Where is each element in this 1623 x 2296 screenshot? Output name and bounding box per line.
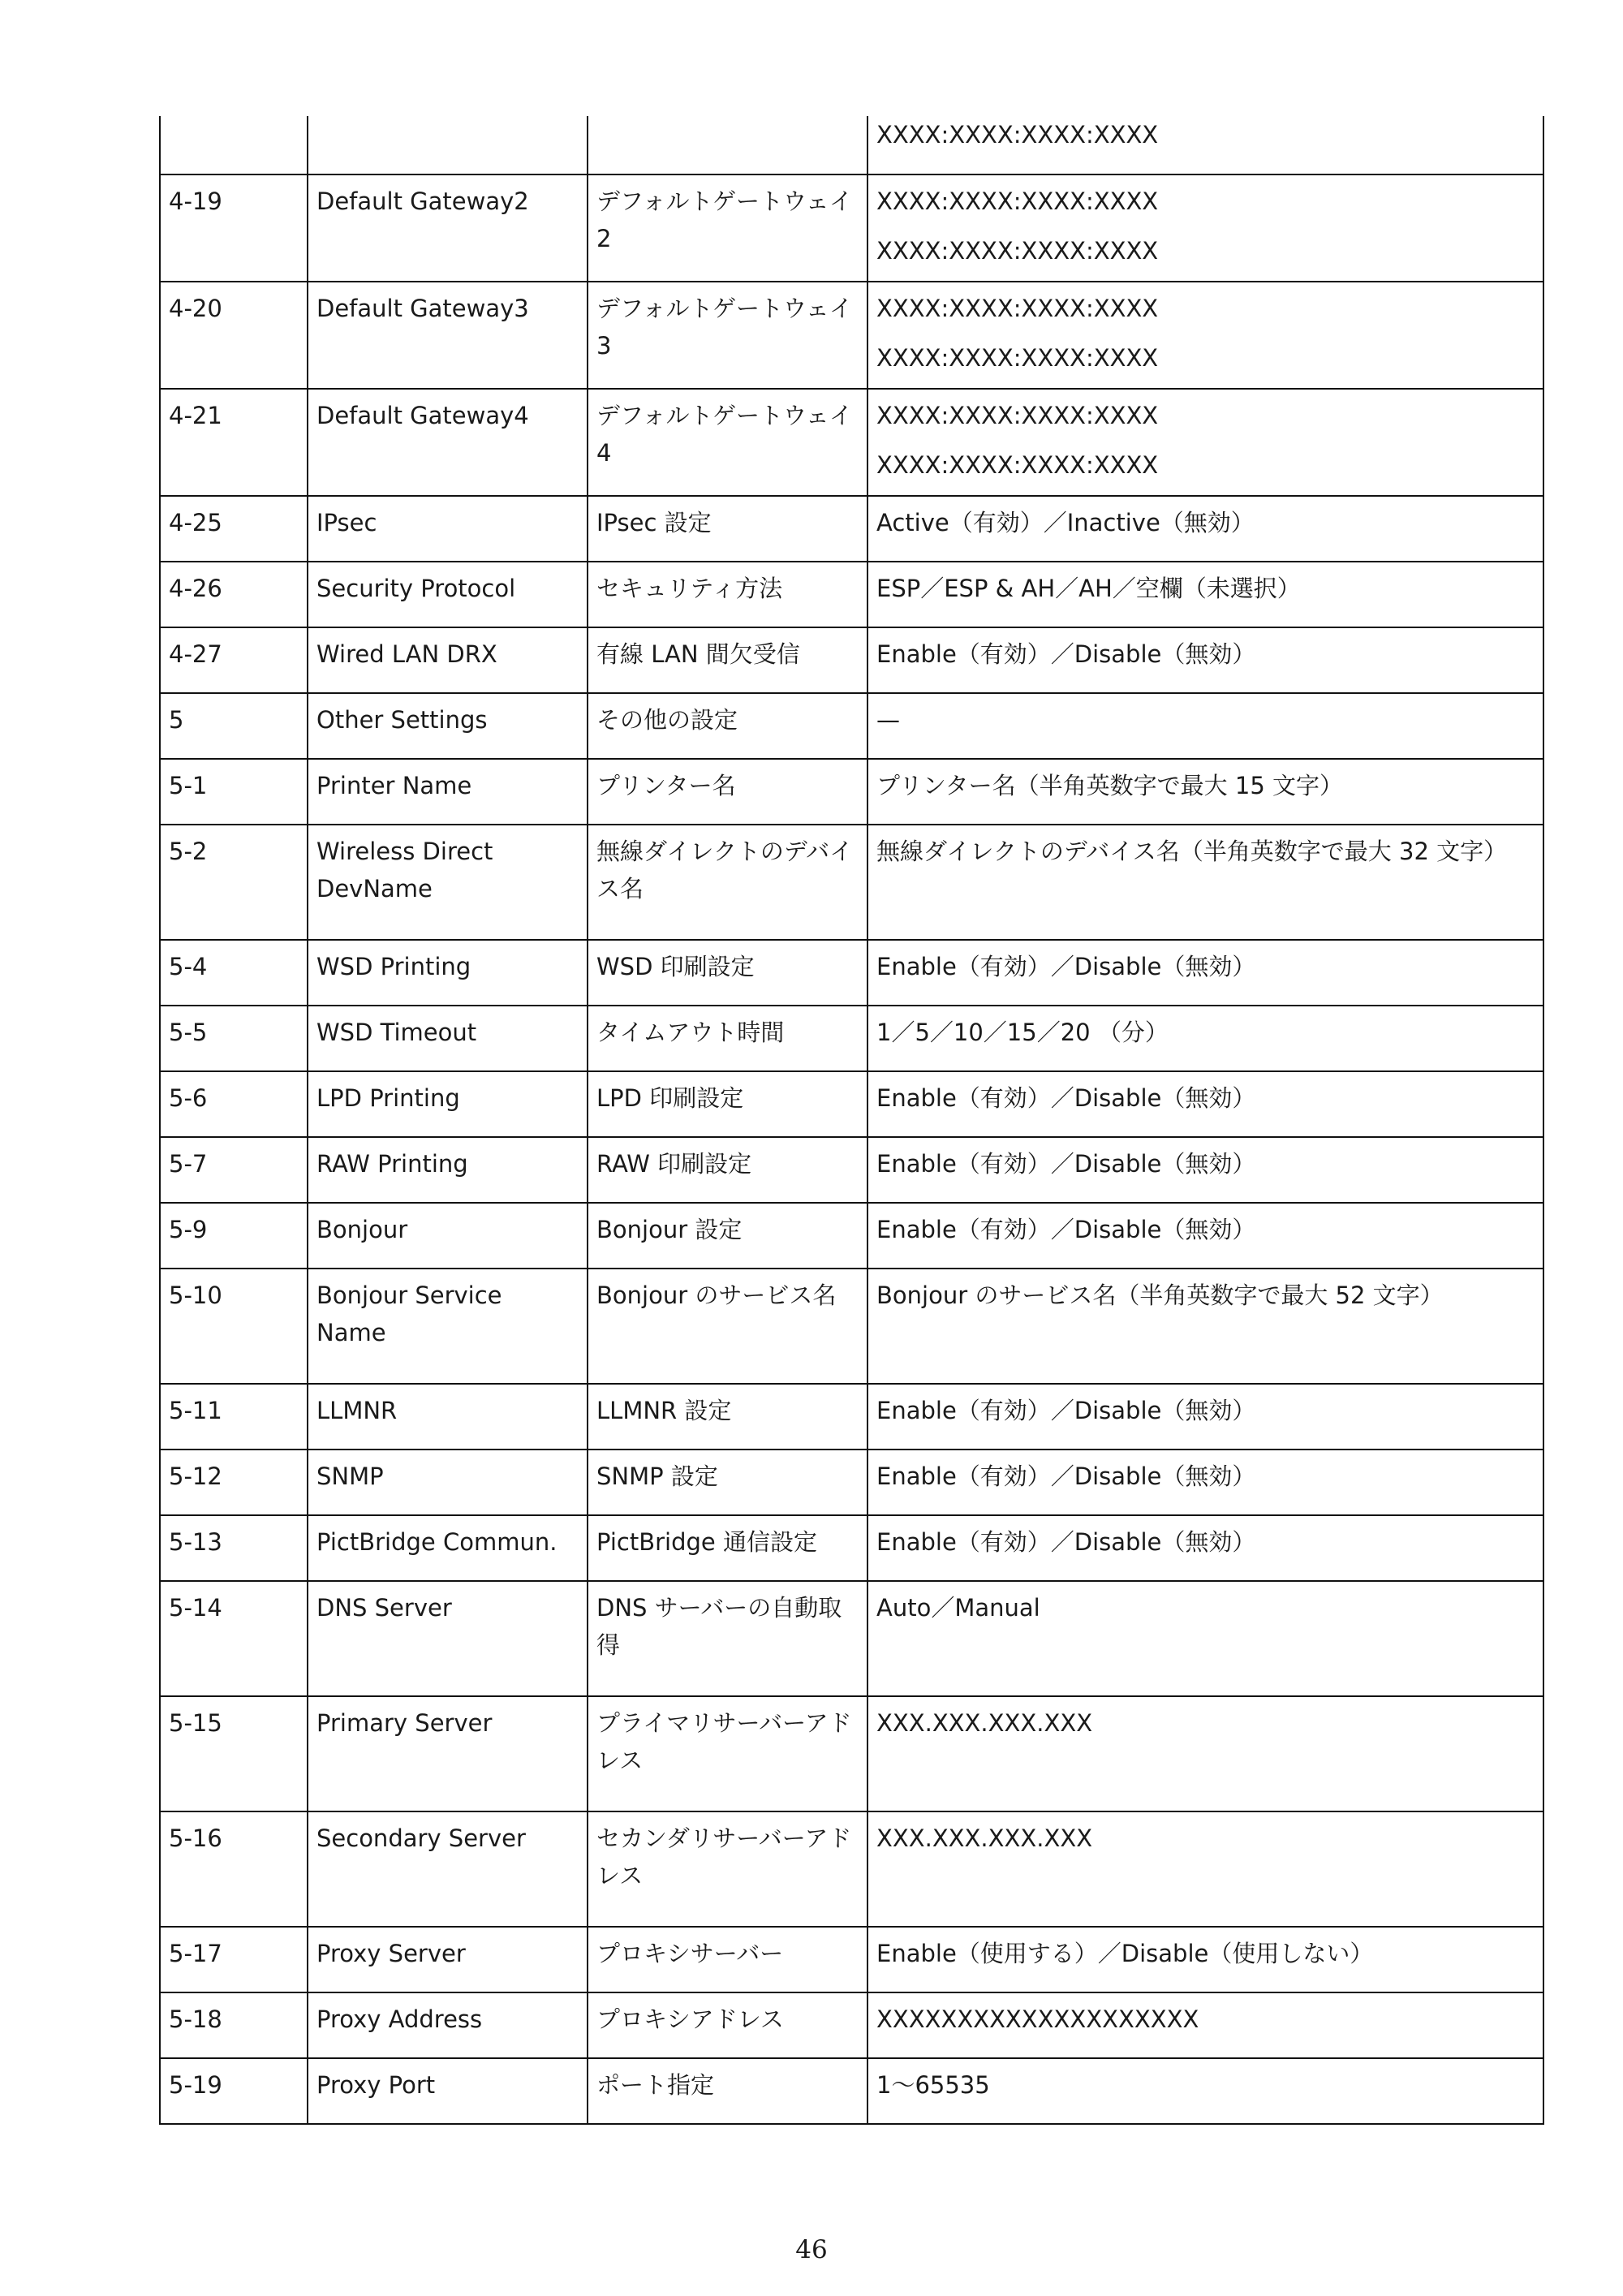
table-row [160,562,1543,627]
table-row [160,1450,1543,1515]
cell-english-name: Other Settings [308,693,588,759]
cell-english-name [308,116,588,174]
table-row [160,1269,1543,1384]
cell-english-name: Secondary Server [308,1811,588,1927]
value-line: XXXX:XXXX:XXXX:XXXX [876,237,1159,265]
settings-table-body [160,116,1543,2124]
table-row [160,1811,1543,1927]
table-row [160,1006,1543,1071]
cell-english-name: Default Gateway2 [308,174,588,282]
value-line: XXXXXXXXXXXXXXXXXXXX [876,2005,1199,2033]
cell-item-number: 5 [160,693,308,759]
cell-japanese-name: RAW 印刷設定 [588,1137,867,1203]
cell-japanese-name [588,116,867,174]
cell-value [867,562,1543,627]
cell-value [867,759,1543,825]
cell-japanese-name: SNMP 設定 [588,1450,867,1515]
cell-item-number: 4-21 [160,389,308,496]
cell-item-number [160,116,308,174]
table-row [160,1384,1543,1450]
value-line: XXXX:XXXX:XXXX:XXXX [876,451,1159,479]
cell-item-number: 5-15 [160,1696,308,1811]
value-line: 1～65535 [876,2071,990,2099]
cell-item-number: 4-27 [160,627,308,693]
cell-japanese-name: セカンダリサーバーアドレス [588,1811,867,1927]
cell-english-name: Wired LAN DRX [308,627,588,693]
cell-value [867,1927,1543,1992]
cell-english-name: Wireless Direct DevName [308,825,588,940]
cell-english-name: WSD Timeout [308,1006,588,1071]
cell-english-name: Security Protocol [308,562,588,627]
value-line: Active（有効）／Inactive（無効） [876,509,1255,536]
table-row [160,1515,1543,1581]
cell-value [867,1515,1543,1581]
value-line: XXX.XXX.XXX.XXX [876,1709,1093,1737]
table-row [160,1203,1543,1269]
table-row [160,693,1543,759]
cell-value [867,1269,1543,1384]
cell-item-number: 4-26 [160,562,308,627]
table-row [160,1696,1543,1811]
table-row [160,174,1543,282]
table-row-continuation [160,116,1543,174]
cell-english-name: Proxy Server [308,1927,588,1992]
cell-japanese-name: IPsec 設定 [588,496,867,562]
value-line: — [876,706,900,734]
cell-english-name: Default Gateway3 [308,282,588,389]
cell-japanese-name: デフォルトゲートウェイ 2 [588,174,867,282]
table-row [160,1992,1543,2058]
value-line: XXXX:XXXX:XXXX:XXXX [876,402,1159,429]
value-line: XXXX:XXXX:XXXX:XXXX [876,295,1159,322]
value-line: XXX.XXX.XXX.XXX [876,1824,1093,1852]
cell-item-number: 5-7 [160,1137,308,1203]
cell-value [867,1006,1543,1071]
table-row [160,1581,1543,1696]
cell-value [867,627,1543,693]
cell-item-number: 5-19 [160,2058,308,2124]
cell-value [867,1384,1543,1450]
table-row [160,2058,1543,2124]
table-row [160,389,1543,496]
cell-japanese-name: 有線 LAN 間欠受信 [588,627,867,693]
cell-english-name: WSD Printing [308,940,588,1006]
cell-japanese-name: デフォルトゲートウェイ 4 [588,389,867,496]
cell-japanese-name: デフォルトゲートウェイ 3 [588,282,867,389]
value-line: XXXX:XXXX:XXXX:XXXX [876,344,1159,372]
cell-value [867,389,1543,496]
cell-english-name: Bonjour [308,1203,588,1269]
cell-item-number: 5-2 [160,825,308,940]
value-line: ESP／ESP & AH／AH／空欄（未選択） [876,575,1301,602]
cell-english-name: LPD Printing [308,1071,588,1137]
cell-item-number: 5-1 [160,759,308,825]
cell-japanese-name: セキュリティ方法 [588,562,867,627]
page-number: 46 [795,2235,828,2264]
table-row [160,1927,1543,1992]
cell-value [867,1696,1543,1811]
cell-item-number: 5-18 [160,1992,308,2058]
value-line: Enable（有効）／Disable（無効） [876,1528,1256,1556]
value-line: Enable（有効）／Disable（無効） [876,640,1256,668]
cell-english-name: Printer Name [308,759,588,825]
cell-japanese-name: その他の設定 [588,693,867,759]
cell-japanese-name: Bonjour 設定 [588,1203,867,1269]
cell-item-number: 5-11 [160,1384,308,1450]
cell-item-number: 5-14 [160,1581,308,1696]
cell-japanese-name: LPD 印刷設定 [588,1071,867,1137]
table-row [160,1137,1543,1203]
cell-value [867,282,1543,389]
cell-english-name: IPsec [308,496,588,562]
value-line: Enable（有効）／Disable（無効） [876,1150,1256,1178]
cell-english-name: DNS Server [308,1581,588,1696]
cell-value [867,825,1543,940]
cell-japanese-name: プロキシサーバー [588,1927,867,1992]
cell-english-name: SNMP [308,1450,588,1515]
cell-english-name: Bonjour Service Name [308,1269,588,1384]
cell-value [867,116,1543,174]
cell-value [867,1071,1543,1137]
cell-english-name: PictBridge Commun. [308,1515,588,1581]
cell-japanese-name: DNS サーバーの自動取得 [588,1581,867,1696]
table-row [160,1071,1543,1137]
value-line: Auto／Manual [876,1594,1040,1622]
cell-item-number: 5-12 [160,1450,308,1515]
cell-value [867,1581,1543,1696]
value-line: Enable（有効）／Disable（無効） [876,1462,1256,1490]
cell-value [867,174,1543,282]
settings-table [159,116,1544,2125]
cell-item-number: 5-17 [160,1927,308,1992]
cell-item-number: 5-13 [160,1515,308,1581]
cell-value [867,693,1543,759]
cell-item-number: 5-16 [160,1811,308,1927]
cell-item-number: 5-6 [160,1071,308,1137]
table-row [160,282,1543,389]
cell-item-number: 4-19 [160,174,308,282]
value-line: Enable（有効）／Disable（無効） [876,1216,1256,1243]
value-line: Enable（有効）／Disable（無効） [876,1084,1256,1112]
cell-english-name: Proxy Address [308,1992,588,2058]
cell-english-name: LLMNR [308,1384,588,1450]
cell-value [867,1203,1543,1269]
cell-value [867,1450,1543,1515]
cell-japanese-name: 無線ダイレクトのデバイス名 [588,825,867,940]
value-line: 無線ダイレクトのデバイス名（半角英数字で最大 32 文字） [876,838,1508,865]
cell-value [867,2058,1543,2124]
table-row [160,627,1543,693]
cell-english-name: Primary Server [308,1696,588,1811]
table-row [160,940,1543,1006]
cell-value [867,1811,1543,1927]
value-line: Enable（使用する）／Disable（使用しない） [876,1940,1374,1967]
table-row [160,825,1543,940]
cell-japanese-name: WSD 印刷設定 [588,940,867,1006]
cell-item-number: 4-25 [160,496,308,562]
cell-japanese-name: プライマリサーバーアドレス [588,1696,867,1811]
cell-japanese-name: PictBridge 通信設定 [588,1515,867,1581]
table-row [160,496,1543,562]
value-line: Enable（有効）／Disable（無効） [876,1397,1256,1424]
value-line: XXXX:XXXX:XXXX:XXXX [876,121,1159,149]
table-row [160,759,1543,825]
cell-japanese-name: プリンター名 [588,759,867,825]
value-line: プリンター名（半角英数字で最大 15 文字） [876,772,1344,799]
cell-value [867,1992,1543,2058]
cell-japanese-name: Bonjour のサービス名 [588,1269,867,1384]
cell-item-number: 4-20 [160,282,308,389]
cell-japanese-name: ポート指定 [588,2058,867,2124]
cell-value [867,496,1543,562]
cell-value [867,1137,1543,1203]
cell-value [867,940,1543,1006]
value-line: Enable（有効）／Disable（無効） [876,953,1256,980]
cell-english-name: Proxy Port [308,2058,588,2124]
cell-item-number: 5-5 [160,1006,308,1071]
cell-english-name: RAW Printing [308,1137,588,1203]
value-line: 1／5／10／15／20 （分） [876,1019,1169,1046]
value-line: XXXX:XXXX:XXXX:XXXX [876,187,1159,215]
cell-japanese-name: LLMNR 設定 [588,1384,867,1450]
cell-english-name: Default Gateway4 [308,389,588,496]
value-line: Bonjour のサービス名（半角英数字で最大 52 文字） [876,1282,1444,1309]
cell-item-number: 5-4 [160,940,308,1006]
cell-item-number: 5-9 [160,1203,308,1269]
cell-japanese-name: タイムアウト時間 [588,1006,867,1071]
cell-japanese-name: プロキシアドレス [588,1992,867,2058]
cell-item-number: 5-10 [160,1269,308,1384]
